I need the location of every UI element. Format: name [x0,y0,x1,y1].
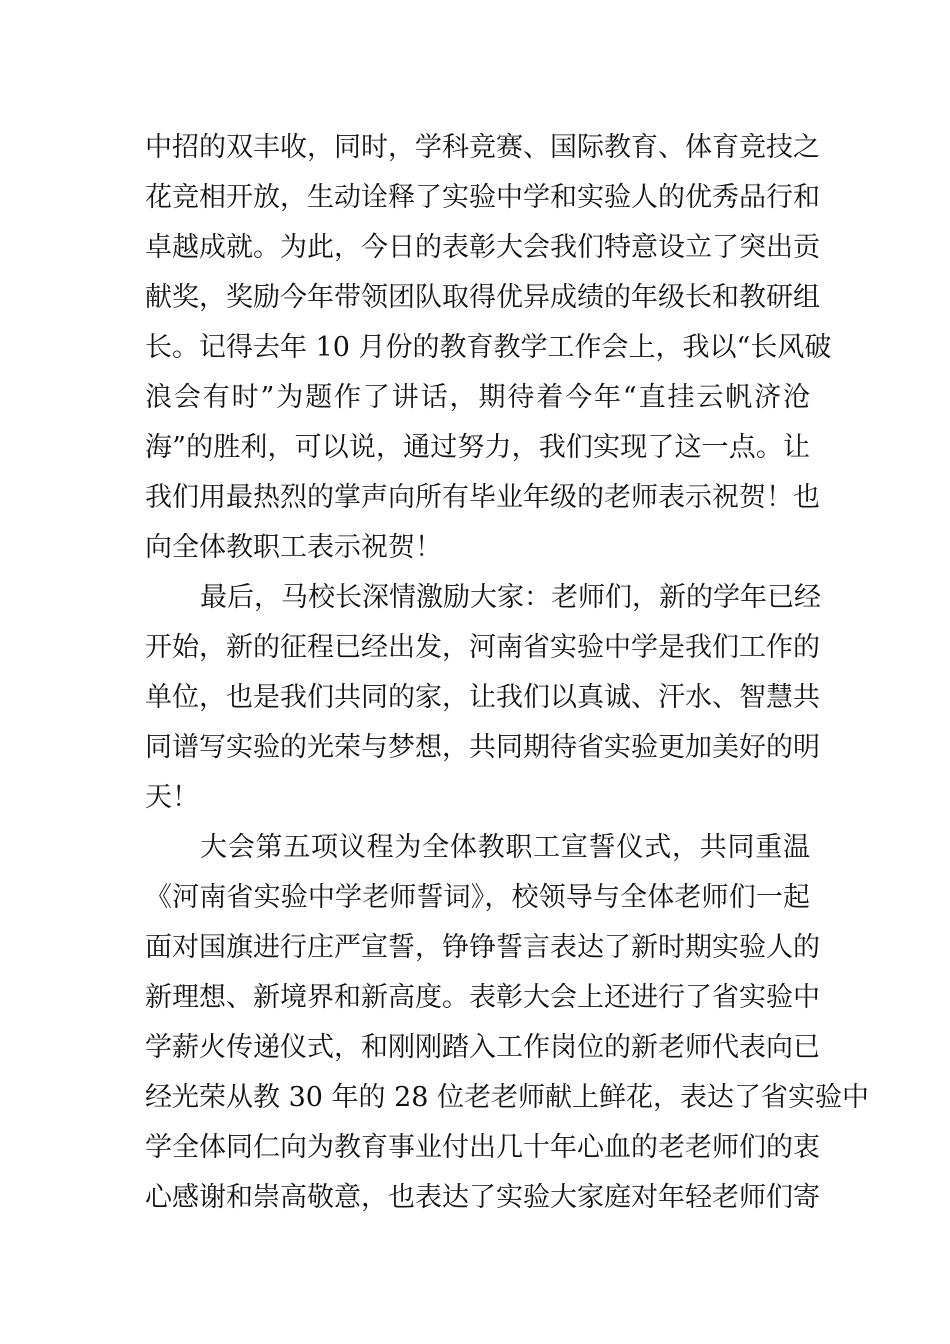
text-line: 同谱写实验的光荣与梦想，共同期待省实验更加美好的明 [145,732,820,763]
text-line: 海”的胜利，可以说，通过努力，我们实现了这一点。让 [145,432,810,463]
text-line: 大会第五项议程为全体教职工宣誓仪式，共同重温 [200,832,810,863]
text-line: 学全体同仁向为教育事业付出几十年心血的老老师们的衷 [145,1132,820,1163]
text-line: 浪会有时”为题作了讲话，期待着今年“直挂云帆济沧 [145,382,810,413]
text-line: 心感谢和崇高敬意，也表达了实验大家庭对年轻老师们寄 [145,1182,820,1213]
text-line: 长。记得去年 10 月份的教育教学工作会上，我以“长风破 [145,332,832,363]
text-line: 《河南省实验中学老师誓词》，校领导与全体老师们一起 [145,882,810,913]
text-line: 学薪火传递仪式，和刚刚踏入工作岗位的新老师代表向已 [145,1032,820,1063]
text-line: 向全体教职工表示祝贺！ [145,532,442,563]
text-line: 我们用最热烈的掌声向所有毕业年级的老师表示祝贺！也 [145,482,820,513]
text-line: 单位，也是我们共同的家，让我们以真诚、汗水、智慧共 [145,682,820,713]
text-line: 天！ [145,782,199,813]
text-line: 面对国旗进行庄严宣誓，铮铮誓言表达了新时期实验人的 [145,932,820,963]
text-line: 经光荣从教 30 年的 28 位老老师献上鲜花，表达了省实验中 [145,1082,870,1113]
text-line: 新理想、新境界和新高度。表彰大会上还进行了省实验中 [145,982,820,1013]
text-line: 献奖，奖励今年带领团队取得优异成绩的年级长和教研组 [145,282,820,313]
text-line: 卓越成就。为此，今日的表彰大会我们特意设立了突出贡 [145,232,820,263]
text-line: 开始，新的征程已经出发，河南省实验中学是我们工作的 [145,632,820,663]
text-line: 最后，马校长深情激励大家：老师们，新的学年已经 [200,582,821,613]
text-line: 中招的双丰收，同时，学科竞赛、国际教育、体育竞技之 [145,132,820,163]
text-line: 花竞相开放，生动诠释了实验中学和实验人的优秀品行和 [145,182,820,213]
